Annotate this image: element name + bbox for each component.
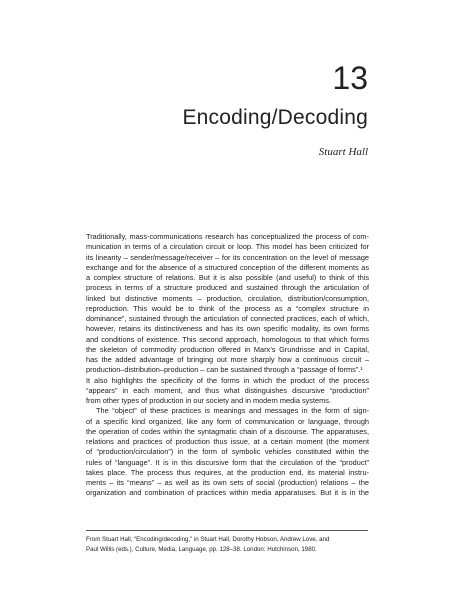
body-line: Traditionally, mass-communications research has conceptualized the process of com- bbox=[86, 232, 369, 241]
body-line: dominance”, sustained through the articulation of connected practices, each of which, bbox=[86, 314, 369, 323]
source-footnote bbox=[86, 535, 369, 556]
footnote-line: From Stuart Hall, “Encoding/decoding,” in Stuart Hall, Dorothy Hobson, Andrew Love, and bbox=[86, 536, 330, 543]
body-line: rules of “language”. It is in this discursive form that the circulation of the “product” bbox=[86, 457, 369, 467]
body-line: relations and practices of production thus issue, at a certain moment (the moment bbox=[86, 437, 369, 446]
chapter-number: 13 bbox=[332, 60, 368, 96]
body-line: production–distribution–production – can be sustained through a “passage of forms”.¹ bbox=[86, 365, 363, 375]
body-line: organization and combination of practices within media apparatuses. But it is in the bbox=[86, 488, 369, 498]
author-name: Stuart Hall bbox=[318, 146, 368, 158]
body-line: has the added advantage of bringing out more sharply how a continuous circuit – bbox=[86, 355, 369, 364]
body-line: a complex structure of relations. But it is also possible (and useful) to think of this bbox=[86, 273, 369, 282]
body-line: of a specific kind organized, like any form of communication or language, through bbox=[86, 416, 369, 426]
body-line: reproduction. This would be to think of the process as a “complex structure in bbox=[86, 303, 369, 313]
chapter-title: Encoding/Decoding bbox=[182, 106, 368, 129]
body-line: the skeleton of commodity production offered in Marx’s Grundrisse and in Capital, bbox=[86, 344, 369, 354]
body-line: its linearity – sender/message/receiver – for its concentration on the level of message bbox=[86, 252, 369, 262]
body-line: takes place. The process thus requires, at the production end, its material instru- bbox=[86, 467, 369, 477]
body-line: “appears” in each moment, and thus what distinguishes discursive “production” bbox=[86, 385, 369, 395]
body-line: munication in terms of a circulation circuit or loop. This model has been criticized for bbox=[86, 242, 369, 252]
body-line: however, retains its distinctiveness and has its own specific modality, its own forms bbox=[86, 324, 369, 334]
footnote-divider bbox=[86, 530, 368, 531]
body-text bbox=[86, 232, 369, 499]
body-line: It also highlights the specificity of the forms in which the product of the process bbox=[86, 375, 369, 385]
footnote-line: Paul Willis (eds.), Culture, Media, Language, pp. 128–38. London: Hutchinson, 1980. bbox=[86, 546, 317, 554]
body-line: ments – its “means” – as well as its own sets of social (production) relations – the bbox=[86, 478, 369, 487]
body-line: linked but distinctive moments – production, circulation, distribution/consumption, bbox=[86, 293, 369, 303]
body-line: and conditions of existence. This second approach, homologous to that which forms bbox=[86, 334, 369, 344]
body-line: of “production/circulation”) in the form of symbolic vehicles constituted within the bbox=[86, 447, 369, 457]
body-line: process in terms of a structure produced and sustained through the articulation of bbox=[86, 283, 369, 293]
body-line: The “object” of these practices is meanings and messages in the form of sign- bbox=[96, 406, 369, 416]
body-line: the operation of codes within the syntagmatic chain of a discourse. The apparatuses, bbox=[86, 426, 369, 436]
body-line: from other types of production in our society and in modern media systems. bbox=[86, 396, 331, 405]
body-line: exchange and for the absence of a structured conception of the different moments as bbox=[86, 262, 369, 272]
